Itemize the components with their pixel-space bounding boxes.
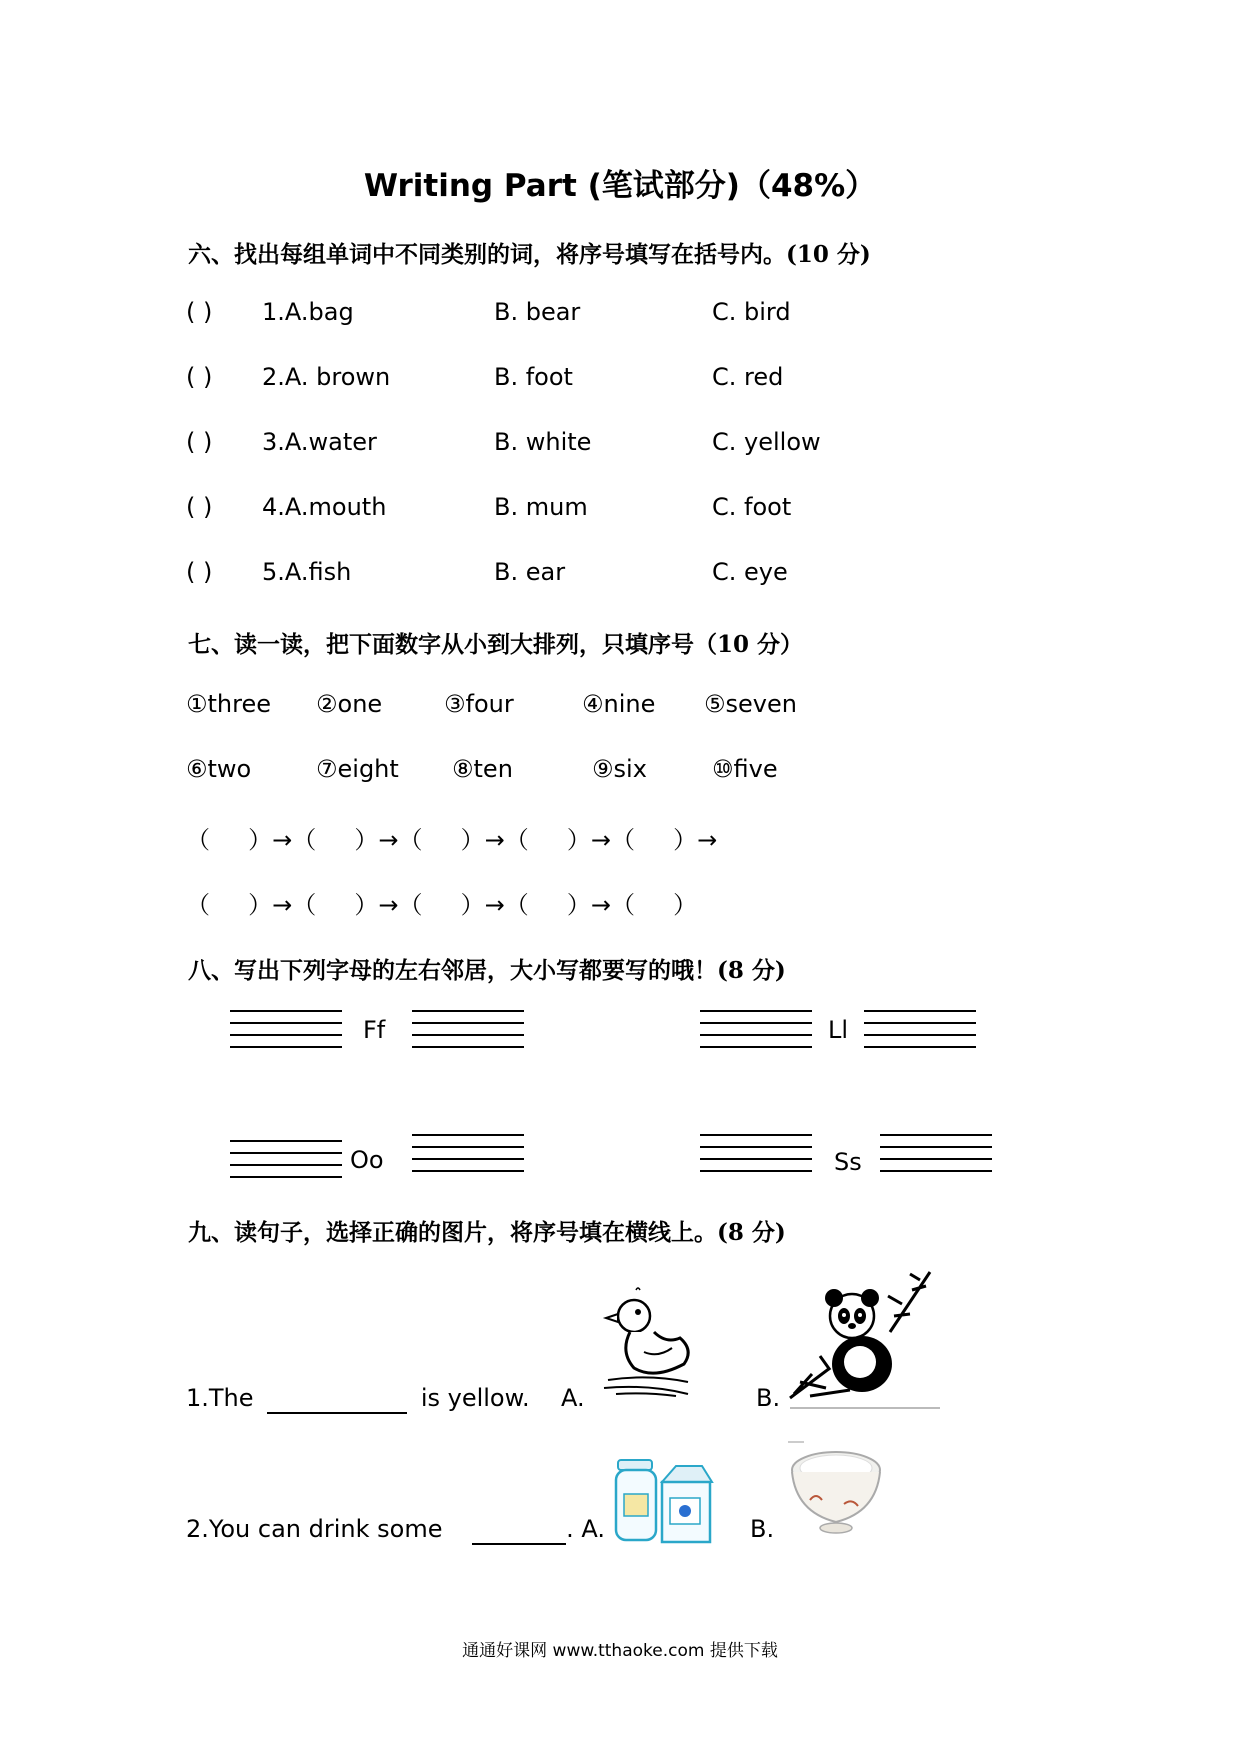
milk-picture[interactable] — [614, 1458, 714, 1546]
answer-bracket[interactable]: ( ) — [186, 363, 213, 391]
footer: 通通好课网 www.tthaoke.com 提供下载 — [462, 1641, 778, 1661]
answer-blank[interactable] — [267, 1384, 407, 1414]
number-word: ④nine — [582, 690, 656, 718]
answer-bracket[interactable]: ( ) — [186, 493, 213, 521]
q1-suffix: is yellow. — [420, 1384, 530, 1412]
option-b-label: B. — [750, 1515, 775, 1543]
option-b: B. bear — [494, 298, 581, 326]
section-9-heading: 九、读句子，选择正确的图片，将序号填在横线上。(8 分) — [188, 1219, 786, 1246]
option-b: B. mum — [494, 493, 588, 521]
letter-pair: Ff — [363, 1016, 386, 1044]
question-2 — [186, 1515, 605, 1545]
letter-pair: Ll — [828, 1016, 849, 1044]
section-6-heading: 六、找出每组单词中不同类别的词，将序号填写在括号内。(10 分) — [188, 241, 871, 268]
number-word: ⑩five — [712, 755, 778, 783]
question-1 — [186, 1384, 530, 1414]
option-b: B. foot — [494, 363, 573, 391]
panda-picture[interactable] — [790, 1270, 940, 1410]
option-a: 3.A.water — [262, 428, 377, 456]
option-c: C. bird — [712, 298, 791, 326]
rice-picture[interactable] — [788, 1440, 884, 1540]
answer-bracket[interactable]: ( ) — [186, 428, 213, 456]
option-a: 1.A.bag — [262, 298, 354, 326]
ordering-sequence-1[interactable]: （ ）→（ ）→（ ）→（ ）→（ ）→ — [186, 826, 718, 854]
ordering-sequence-2[interactable]: （ ）→（ ）→（ ）→（ ）→（ ） — [186, 891, 698, 919]
number-word: ③four — [444, 690, 514, 718]
answer-blank[interactable] — [472, 1515, 566, 1545]
option-c: C. yellow — [712, 428, 821, 456]
option-a: 2.A. brown — [262, 363, 391, 391]
answer-bracket[interactable]: ( ) — [186, 558, 213, 586]
number-word: ⑥two — [186, 755, 252, 783]
number-word: ①three — [186, 690, 272, 718]
section-7-heading: 七、读一读，把下面数字从小到大排列，只填序号（10 分） — [188, 631, 804, 658]
option-c: C. eye — [712, 558, 788, 586]
number-word: ⑦eight — [316, 755, 399, 783]
section-8-heading: 八、写出下列字母的左右邻居，大小写都要写的哦！(8 分) — [188, 957, 786, 984]
option-b: B. white — [494, 428, 592, 456]
option-b-label: B. — [756, 1384, 781, 1412]
answer-bracket[interactable]: ( ) — [186, 298, 213, 326]
letter-pair: Oo — [350, 1146, 384, 1174]
option-a: 5.A.fish — [262, 558, 352, 586]
number-word: ⑨six — [592, 755, 647, 783]
number-word: ⑤seven — [704, 690, 797, 718]
letter-pair: Ss — [834, 1148, 862, 1176]
option-a-label: A. — [561, 1384, 585, 1412]
number-word: ②one — [316, 690, 383, 718]
option-c: C. foot — [712, 493, 792, 521]
page-title: Writing Part (笔试部分)（48%） — [363, 168, 877, 204]
q2-suffix: . A. — [566, 1515, 606, 1543]
q2-prefix: 2.You can drink some — [186, 1515, 443, 1543]
option-b: B. ear — [494, 558, 566, 586]
option-a: 4.A.mouth — [262, 493, 387, 521]
option-c: C. red — [712, 363, 784, 391]
number-word: ⑧ten — [452, 755, 513, 783]
duck-picture[interactable] — [596, 1282, 706, 1402]
q1-prefix: 1.The — [186, 1384, 254, 1412]
